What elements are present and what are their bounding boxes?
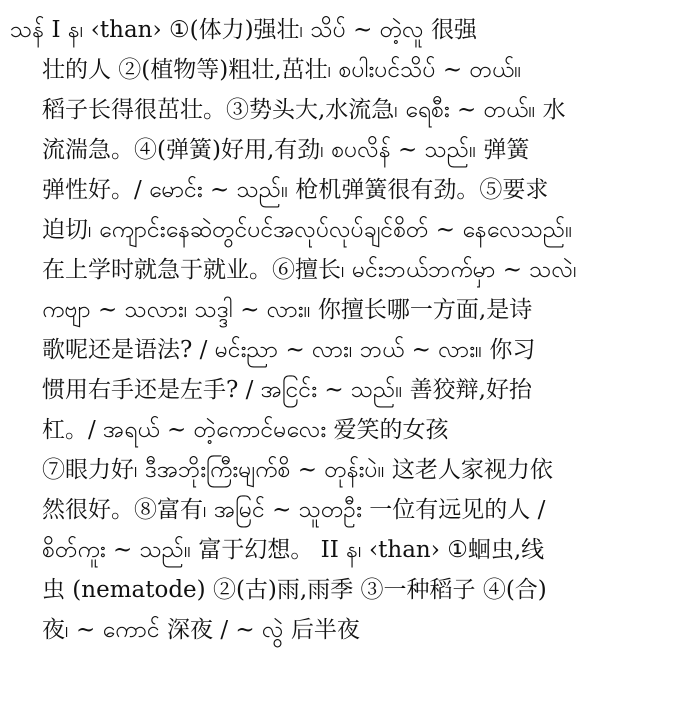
entry-line-1: သန် I န၊ ‹than› ①(体力)强壮၊ သိပ် ~ တဲ့လူ 很强: [10, 17, 478, 43]
entry-line-7: 在上学时就急于就业。⑥擅长၊ မင်းဘယ်ဘက်မှာ ~ သလဲ၊: [42, 257, 577, 283]
entry-line-3: 稻子长得很茁壮。③势头大,水流急၊ ရေစီး ~ တယ်။ 水: [42, 97, 566, 123]
entry-line-2: 壮的人 ②(植物等)粗壮,茁壮၊ စပါးပင်သိပ် ~ တယ်။: [42, 57, 522, 83]
entry-line-11: 杠。/ အရယ် ~ တဲ့ကောင်မလေး 爱笑的女孩: [42, 417, 449, 443]
entry-line-15: 虫 (nematode) ②(古)雨,雨季 ③一种稻子 ④(合): [42, 577, 547, 603]
entry-line-5: 弹性好。/ မောင်း ~ သည်။ 枪机弹簧很有劲。⑤要求: [42, 177, 549, 203]
entry-line-8: ကဗျာ ~ သလား၊ သဒ္ဒါ ~ လား။ 你擅长哪一方面,是诗: [42, 297, 533, 323]
entry-line-4: 流湍急。④(弹簧)好用,有劲၊ စပလိန် ~ သည်။ 弹簧: [42, 137, 530, 163]
entry-line-6: 迫切၊ ကျောင်းနေဆဲတွင်ပင်အလုပ်လုပ်ချင်စိတ် ~ နေလေသည်။: [42, 217, 573, 243]
entry-line-9: 歌呢还是语法? / မင်းညာ ~ လား၊ ဘယ် ~ လား။ 你习: [42, 337, 536, 363]
entry-line-13: 然很好。⑧富有၊ အမြင် ~ သူတဦး 一位有远见的人 /: [42, 497, 546, 523]
entry-line-16: 夜၊ ~ ကောင် 深夜 / ~ လွဲ 后半夜: [42, 617, 360, 643]
entry-line-12: ⑦眼力好၊ ဒီအဘိုးကြီးမျက်စိ ~ တုန်းပဲ။ 这老人家视力依: [42, 457, 553, 483]
entry-line-14: စိတ်ကူး ~ သည်။ 富于幻想。 II န၊ ‹than› ①蛔虫,线: [42, 537, 545, 563]
entry-line-10: 惯用右手还是左手? / အငြင်း ~ သည်။ 善狡辩,好抬: [42, 377, 532, 403]
